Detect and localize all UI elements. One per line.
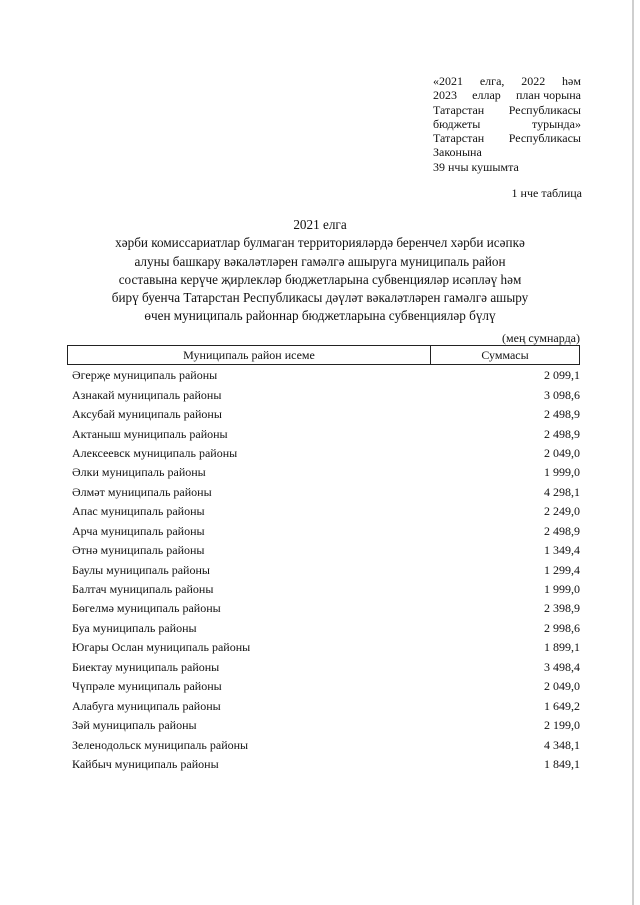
table-row (67, 444, 580, 463)
table-row (67, 541, 580, 560)
appendix-line (433, 145, 581, 159)
appendix-word: Татарстан (433, 131, 485, 146)
district-name: Чүпрәле муниципаль районы (72, 679, 222, 694)
district-amount: 2 199,0 (544, 718, 580, 733)
table-row (67, 696, 580, 715)
district-amount: 2 498,9 (544, 426, 580, 441)
table-row (67, 716, 580, 735)
appendix-word: план чорына (515, 88, 581, 103)
table-row (67, 638, 580, 657)
district-name: Бөгелмә муниципаль районы (72, 601, 221, 616)
table-header (67, 345, 580, 365)
appendix-word: елга, (479, 74, 505, 88)
appendix-word: 39 нчы кушымта (433, 159, 519, 174)
district-name: Югары Ослан муниципаль районы (72, 640, 251, 655)
appendix-word: 2023 (433, 88, 457, 103)
district-name: Әтнә муниципаль районы (72, 543, 205, 558)
district-name: Апас муниципаль районы (72, 504, 205, 519)
table-row (67, 366, 580, 385)
appendix-line (433, 160, 581, 174)
table-row (67, 560, 580, 579)
title-year: 2021 елга (293, 217, 347, 232)
appendix-word: Татарстан (433, 102, 485, 117)
appendix-word: «2021 (433, 74, 463, 88)
appendix-word: Законына (433, 145, 482, 160)
title-line: алуны башкару вәкаләтләрен гамәлгә ашыруга муниципаль район (134, 253, 506, 269)
title-line: өчен муниципаль районнар бюджетларына субвенцияләр бүлү (144, 308, 496, 324)
table-row (67, 522, 580, 541)
district-amount: 1 999,0 (544, 465, 580, 480)
district-amount: 4 348,1 (544, 737, 580, 752)
table-row (67, 483, 580, 502)
appendix-line (433, 131, 581, 145)
district-name: Зеленодольск муниципаль районы (72, 737, 249, 752)
appendix-word: Республикасы (508, 102, 581, 117)
appendix-reference (433, 74, 581, 174)
district-name: Әлмәт муниципаль районы (72, 484, 212, 499)
table-number: 1 нче таблица (511, 186, 582, 200)
district-amount: 1 899,1 (544, 640, 580, 655)
district-amount: 2 498,9 (544, 523, 580, 538)
appendix-line (433, 74, 581, 88)
district-name: Алексеевск муниципаль районы (72, 445, 238, 460)
table-row (67, 502, 580, 521)
district-name: Азнакай муниципаль районы (72, 387, 222, 402)
header-municipal-district: Муниципаль район исеме (68, 346, 431, 364)
district-amount: 2 049,0 (544, 679, 580, 694)
district-amount: 4 298,1 (544, 484, 580, 499)
district-name: Әлки муниципаль районы (72, 465, 206, 480)
district-name: Арча муниципаль районы (72, 523, 205, 538)
district-name: Аксубай муниципаль районы (72, 407, 222, 422)
district-amount: 2 398,9 (544, 601, 580, 616)
table-row (67, 580, 580, 599)
appendix-word: бюджеты (433, 116, 481, 131)
unit-note: (мең сумнарда) (502, 331, 580, 345)
appendix-word: һәм (562, 74, 581, 88)
table-row (67, 463, 580, 482)
district-amount: 2 049,0 (544, 445, 580, 460)
district-name: Алабуга муниципаль районы (72, 698, 221, 713)
district-name: Буа муниципаль районы (72, 620, 197, 635)
district-name: Баулы муниципаль районы (72, 562, 210, 577)
appendix-word: Республикасы (508, 131, 581, 146)
district-amount: 1 299,4 (544, 562, 580, 577)
table-row (67, 735, 580, 754)
title-line: бирү буенча Татарстан Республикасы дәүләт вәкаләтләрен гамәлгә ашыру (111, 290, 529, 306)
appendix-line (433, 117, 581, 131)
district-name: Кайбыч муниципаль районы (72, 756, 219, 771)
scan-edge-line (632, 0, 634, 905)
district-name: Актаныш муниципаль районы (72, 426, 228, 441)
district-name: Балтач муниципаль районы (72, 582, 214, 597)
title-line: составына керүче җирлекләр бюджетларына субвенцияләр исәплəү һәм (118, 271, 522, 287)
document-title (110, 216, 530, 326)
district-amount: 3 498,4 (544, 659, 580, 674)
district-name: Зәй муниципаль районы (72, 718, 197, 733)
table-row (67, 599, 580, 618)
appendix-word: еллар (472, 88, 501, 103)
district-amount: 2 249,0 (544, 504, 580, 519)
table-row (67, 658, 580, 677)
table-row (67, 424, 580, 443)
table-row (67, 405, 580, 424)
district-amount: 3 098,6 (544, 387, 580, 402)
district-amount: 2 498,9 (544, 407, 580, 422)
appendix-line (433, 88, 581, 102)
district-amount: 2 998,6 (544, 620, 580, 635)
table-row (67, 619, 580, 638)
appendix-word: 2022 (521, 74, 546, 88)
table-row (67, 385, 580, 404)
district-amount: 2 099,1 (544, 368, 580, 383)
title-line: хәрби комиссариатлар булмаган территорияләрдә беренчел хәрби исәпкә (115, 235, 525, 251)
district-amount: 1 849,1 (544, 756, 580, 771)
table-row (67, 677, 580, 696)
table-body (67, 366, 580, 774)
table-row (67, 755, 580, 774)
header-amount: Суммасы (481, 347, 529, 362)
district-amount: 1 349,4 (544, 543, 580, 558)
district-amount: 1 649,2 (544, 698, 580, 713)
district-amount: 1 999,0 (544, 582, 580, 597)
district-name: Әгерҗе муниципаль районы (72, 368, 218, 383)
appendix-line (433, 103, 581, 117)
appendix-word: турында» (531, 116, 581, 131)
district-name: Биектау муниципаль районы (72, 659, 220, 674)
